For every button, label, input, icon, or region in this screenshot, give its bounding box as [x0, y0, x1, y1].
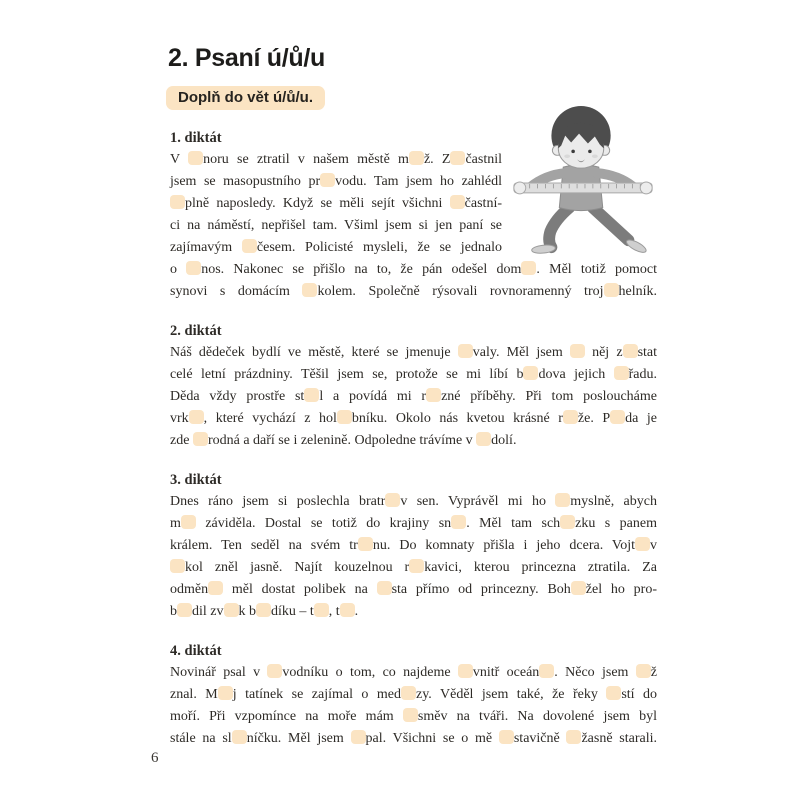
fill-blank[interactable]	[267, 664, 282, 678]
fill-blank[interactable]	[539, 664, 554, 678]
fill-blank[interactable]	[170, 195, 185, 209]
dictation-line: odměn měl dostat polibek na sta přímo od princezny. Boh žel ho pro-	[170, 582, 657, 597]
fill-blank[interactable]	[302, 283, 317, 297]
fill-blank[interactable]	[610, 410, 625, 424]
fill-blank[interactable]	[232, 730, 247, 744]
fill-blank[interactable]	[450, 195, 465, 209]
dictation-line: ci na náměstí, nepřišel tam. Všiml jsem si jen paní se	[170, 218, 502, 233]
fill-blank[interactable]	[377, 581, 392, 595]
fill-blank[interactable]	[304, 388, 319, 402]
dictation-line: Děda vždy prostře st l a povídá mi r zné příběhy. Při tom posloucháme	[170, 389, 657, 404]
fill-blank[interactable]	[606, 686, 621, 700]
fill-blank[interactable]	[340, 603, 355, 617]
dictation-line: V noru se ztratil v našem městě m ž. Z častnil	[170, 152, 503, 167]
fill-blank[interactable]	[409, 151, 424, 165]
fill-blank[interactable]	[409, 559, 424, 573]
fill-blank[interactable]	[563, 410, 578, 424]
dictation-line: b dil zv k b díku – t , t .	[170, 604, 359, 619]
dictation-line: znal. M j tatínek se zajímal o med zy. Věděl jsem také, že řeky stí do	[170, 687, 658, 702]
dictation-line: zde rodná a daří se i zelenině. Odpoledne trávíme v dolí.	[170, 433, 517, 448]
fill-blank[interactable]	[635, 537, 650, 551]
fill-blank[interactable]	[523, 366, 538, 380]
boy-left-leg	[549, 208, 569, 248]
fill-blank[interactable]	[560, 515, 575, 529]
fill-blank[interactable]	[358, 537, 373, 551]
fill-blank[interactable]	[208, 581, 223, 595]
fill-blank[interactable]	[181, 515, 196, 529]
fill-blank[interactable]	[636, 664, 651, 678]
boy-right-hand	[640, 182, 652, 194]
fill-blank[interactable]	[314, 603, 329, 617]
fill-blank[interactable]	[521, 261, 536, 275]
boy-with-ruler-illustration	[504, 104, 662, 256]
fill-blank[interactable]	[458, 344, 473, 358]
fill-blank[interactable]	[426, 388, 441, 402]
boy-right-eye	[588, 150, 592, 154]
dictation-section	[170, 469, 657, 623]
dictation-line: vrk , které vychází z hol bníku. Okolo nás kvetou krásné r že. P da je	[170, 411, 658, 426]
fill-blank[interactable]	[566, 730, 581, 744]
boy-right-shoe	[625, 238, 648, 255]
boy-left-eye	[571, 150, 575, 154]
fill-blank[interactable]	[351, 730, 366, 744]
fill-blank[interactable]	[256, 603, 271, 617]
dictation-line: synovi s domácím kolem. Společně rýsovali rovnoramenný troj helník.	[170, 284, 657, 299]
fill-blank[interactable]	[188, 151, 203, 165]
boy-left-blush	[564, 155, 570, 159]
fill-blank[interactable]	[555, 493, 570, 507]
fill-blank[interactable]	[385, 493, 400, 507]
page-number: 6	[151, 750, 159, 766]
dictation-section	[170, 320, 657, 452]
fill-blank[interactable]	[224, 603, 239, 617]
dictation-label: 1. diktát	[170, 130, 222, 146]
fill-blank[interactable]	[177, 603, 192, 617]
dictation-line: jsem se masopustního pr vodu. Tam jsem ho zahlédl	[170, 174, 503, 189]
fill-blank[interactable]	[401, 686, 416, 700]
dictation-line: králem. Ten seděl na svém tr nu. Do komnaty přišla i jeho dcera. Vojt v	[170, 538, 657, 553]
dictation-line: Dnes ráno jsem si poslechla bratr v sen. Vyprávěl mi ho myslně, abych	[170, 494, 657, 509]
fill-blank[interactable]	[170, 559, 185, 573]
fill-blank[interactable]	[451, 515, 466, 529]
dictation-label: 4. diktát	[170, 643, 222, 659]
dictation-line: Novinář psal v vodníku o tom, co najdeme vnitř oceán . Něco jsem ž	[170, 665, 657, 680]
fill-blank[interactable]	[499, 730, 514, 744]
dictation-line: Náš dědeček bydlí ve městě, které se jmenuje valy. Měl jsem něj z stat	[170, 345, 658, 360]
fill-blank[interactable]	[571, 581, 586, 595]
fill-blank[interactable]	[320, 173, 335, 187]
fill-blank[interactable]	[189, 410, 204, 424]
dictation-section	[170, 640, 657, 750]
boy-right-blush	[592, 155, 598, 159]
boy-right-leg	[593, 208, 629, 241]
fill-blank[interactable]	[218, 686, 233, 700]
dictation-line: m záviděla. Dostal se totiž do krajiny sn . Měl tam sch zku s panem	[170, 516, 657, 531]
dictation-line: zajímavým česem. Policisté mysleli, že se jednalo	[170, 240, 503, 255]
page-title: 2. Psaní ú/ů/u	[168, 44, 325, 72]
dictation-line: kol zněl jasně. Najít kouzelnou r kavici, kterou princezna ztratila. Za	[170, 557, 657, 579]
boy-left-hand	[514, 182, 526, 194]
fill-blank[interactable]	[623, 344, 638, 358]
fill-blank[interactable]	[186, 261, 201, 275]
fill-blank[interactable]	[450, 151, 465, 165]
dictation-line: celé letní prázdniny. Těšil jsem se, protože se mi líbí b dova jejich řadu.	[170, 367, 657, 382]
fill-blank[interactable]	[458, 664, 473, 678]
dictation-line: plně naposledy. Když se měli sejít všichni častní-	[170, 193, 502, 215]
fill-blank[interactable]	[193, 432, 208, 446]
fill-blank[interactable]	[614, 366, 629, 380]
instruction-badge: Doplň do vět ú/ů/u.	[166, 86, 325, 110]
fill-blank[interactable]	[604, 283, 619, 297]
dictation-label: 3. diktát	[170, 472, 222, 488]
dictation-label: 2. diktát	[170, 323, 222, 339]
fill-blank[interactable]	[403, 708, 418, 722]
fill-blank[interactable]	[337, 410, 352, 424]
fill-blank[interactable]	[242, 239, 257, 253]
dictation-line: stále na sl níčku. Měl jsem pal. Všichni se o mě stavičně žasně starali.	[170, 731, 658, 746]
fill-blank[interactable]	[476, 432, 491, 446]
ruler	[514, 183, 652, 193]
dictation-line: moří. Při vzpomínce na moře mám směv na tváři. Na dovolené jsem byl	[170, 709, 657, 724]
fill-blank[interactable]	[570, 344, 585, 358]
dictation-line: o nos. Nakonec se přišlo na to, že pán odešel dom . Měl totiž pomoct	[170, 262, 658, 277]
